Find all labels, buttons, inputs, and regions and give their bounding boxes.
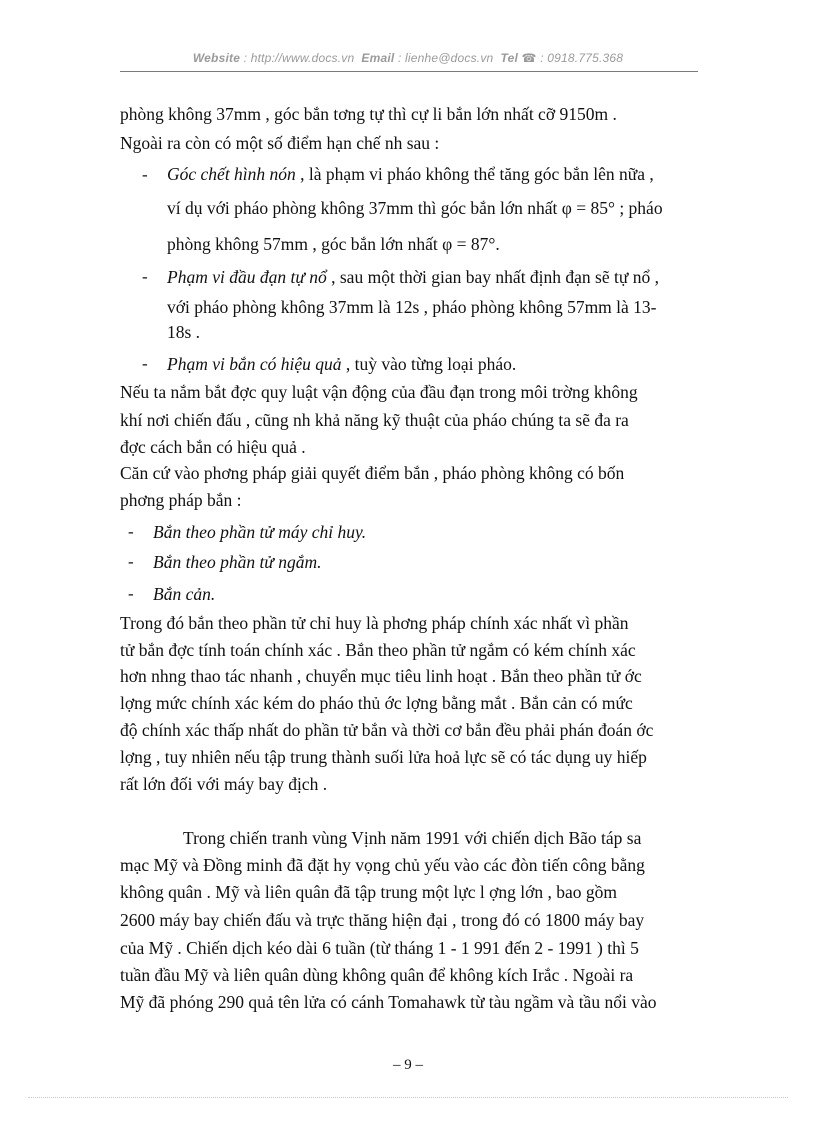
bullet-item: Bắn theo phần tử ngắm.	[153, 552, 322, 572]
body-line: không quân . Mỹ và liên quân đã tập trung một lực l ợng lớn , bao gồm	[120, 882, 618, 902]
body-line: Nếu ta nắm bắt đợc quy luật vận động của đầu đạn trong môi trờng không	[120, 382, 638, 402]
body-line: 18s .	[167, 322, 201, 342]
body-line: lợng , tuy nhiên nếu tập trung thành suối lửa hoả lực sẽ có tác dụng uy hiếp	[120, 747, 647, 767]
bullet-dash: -	[142, 267, 148, 286]
body-line: ví dụ với pháo phòng không 37mm thì góc bắn lớn nhất φ = 85° ; pháo	[167, 198, 663, 218]
body-line: phòng không 37mm , góc bắn tơng tự thì cự li bắn lớn nhất cỡ 9150m .	[120, 104, 617, 124]
bullet-item	[167, 266, 659, 288]
body-line: hơn nhng thao tác nhanh , chuyển mục tiêu linh hoạt . Bắn theo phần tử ớc	[120, 666, 642, 686]
bullet-dash: -	[142, 165, 148, 184]
body-line: 2600 máy bay chiến đấu và trực thăng hiện đại , trong đó có 1800 máy bay	[120, 910, 645, 930]
body-line: của Mỹ . Chiến dịch kéo dài 6 tuần (từ tháng 1 - 1 991 đến 2 - 1991 ) thì 5	[120, 938, 639, 958]
body-line: Ngoài ra còn có một số điểm hạn chế nh sau :	[120, 133, 440, 153]
page-header	[0, 51, 816, 65]
body-line: Mỹ đã phóng 290 quả tên lửa có cánh Tomahawk từ tàu ngầm và tầu nổi vào	[120, 992, 657, 1012]
bullet-dash: -	[128, 522, 134, 541]
body-line: Trong chiến tranh vùng Vịnh năm 1991 với chiến dịch Bão táp sa	[183, 828, 642, 848]
email-address: : lienhe@docs.vn	[397, 51, 494, 65]
email-label: Email	[361, 51, 395, 65]
tel-label: Tel	[500, 51, 518, 65]
bullet-dash: -	[128, 552, 134, 571]
body-line: Trong đó bắn theo phần tử chỉ huy là phơng pháp chính xác nhất vì phần	[120, 613, 629, 633]
body-line: độ chính xác thấp nhất do phần tử bắn và thời cơ bắn đều phải phán đoán ớc	[120, 720, 654, 740]
body-line: tử bắn đợc tính toán chính xác . Bắn theo phần tử ngắm có kém chính xác	[120, 640, 636, 660]
body-line: lợng mức chính xác kém do pháo thủ ớc lợng bằng mắt . Bắn cản có mức	[120, 693, 633, 713]
body-line: rất lớn đối với máy bay địch .	[120, 774, 328, 794]
bullet-dash: -	[128, 584, 134, 603]
bullet-item	[167, 163, 654, 185]
phone-number: ☎ : 0918.775.368	[521, 51, 624, 65]
body-line: đợc cách bắn có hiệu quả .	[120, 437, 306, 457]
body-line: mạc Mỹ và Đồng minh đã đặt hy vọng chủ yếu vào các đòn tiến công bằng	[120, 855, 645, 875]
bullet-text: , sau một thời gian bay nhất định đạn sẽ tự nổ ,	[326, 267, 659, 287]
bullet-text: , tuỳ vào từng loại pháo.	[341, 354, 517, 374]
bullet-item: Bắn cản.	[153, 584, 216, 604]
website-url: : http://www.docs.vn	[243, 51, 355, 65]
bullet-dash: -	[142, 354, 148, 373]
body-line: khí nơi chiến đấu , cũng nh khả năng kỹ thuật của pháo chúng ta sẽ đa ra	[120, 410, 629, 430]
body-line: với pháo phòng không 37mm là 12s , pháo phòng không 57mm là 13-	[167, 297, 657, 317]
bullet-term: Phạm vi đầu đạn tự nổ	[167, 267, 327, 287]
page-number: – 9 –	[393, 1057, 423, 1073]
body-line: tuần đầu Mỹ và liên quân dùng không quân để không kích Irắc . Ngoài ra	[120, 965, 634, 985]
bullet-item	[167, 353, 516, 375]
bullet-term: Góc chết hình nón	[167, 164, 296, 184]
website-label: Website	[192, 51, 241, 65]
bullet-term: Phạm vi bắn có hiệu quả	[167, 354, 342, 374]
body-line: Căn cứ vào phơng pháp giải quyết điểm bắn , pháo phòng không có bốn	[120, 463, 625, 483]
page-bottom-divider	[28, 1097, 788, 1098]
body-line: phòng không 57mm , góc bắn lớn nhất φ = 87°.	[167, 234, 500, 254]
body-line: phơng pháp bắn :	[120, 490, 242, 510]
header-divider	[120, 71, 698, 72]
bullet-item: Bắn theo phần tử máy chỉ huy.	[153, 522, 367, 542]
bullet-text: , là phạm vi pháo không thể tăng góc bắn lên nữa ,	[295, 164, 654, 184]
